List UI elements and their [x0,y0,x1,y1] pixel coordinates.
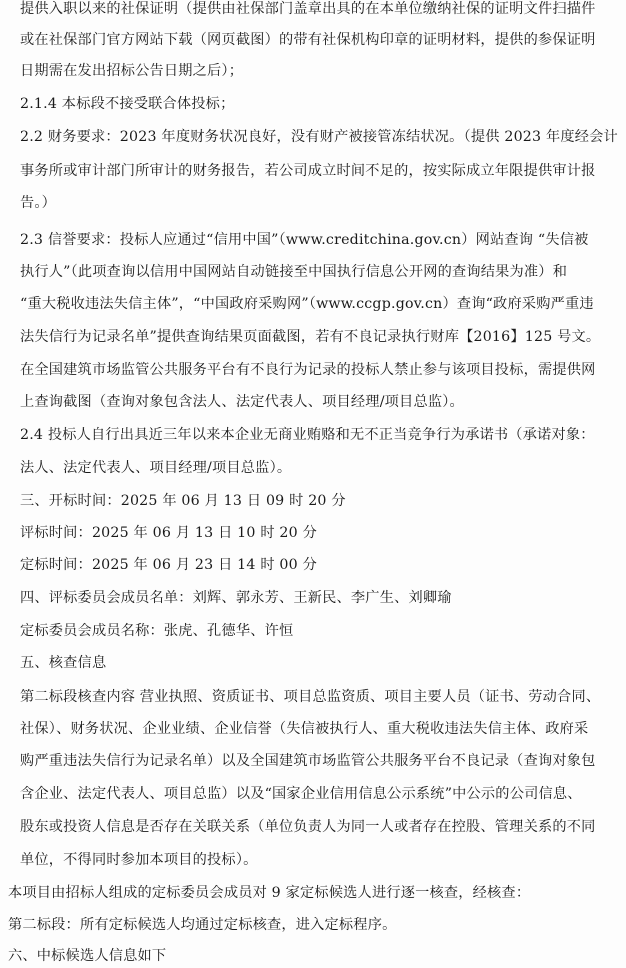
text-line-15: 法人、法定代表人、项目经理/项目总监）。 [20,460,292,476]
text-line-9: 执行人”（此项查询以信用中国网站自动链接至中国执行信息公开网的查询结果为准）和 [20,264,568,280]
text-line-21: 五、核查信息 [20,655,107,671]
text-line-2: 或在社保部门官方网站下载（网页截图）的带有社保机构印章的证明材料，提供的参保证明 [20,32,596,48]
text-line-22: 第二标段核查内容 营业执照、资质证书、项目总监资质、项目主要人员（证书、劳动合同、 [20,689,601,705]
text-line-30: 六、中标候选人信息如下 [8,948,167,964]
text-line-23: 社保）、财务状况、企业业绩、企业信誉（失信被执行人、重大税收违法失信主体、政府采 [20,721,589,737]
text-line-1: 提供入职以来的社保证明（提供由社保部门盖章出具的在本单位缴纳社保的证明文件扫描件 [20,1,596,17]
text-line-6: 事务所或审计部门所审计的财务报告，若公司成立时间不足的，按实际成立年限提供审计报 [20,163,596,179]
text-line-12: 在全国建筑市场监管公共服务平台有不良行为记录的投标人禁止参与该项目投标，需提供网 [20,362,596,378]
text-line-19: 四、评标委员会成员名单：刘辉、郭永芳、王新民、李广生、刘卿瑜 [20,590,452,606]
text-line-26: 股东或投资人信息是否存在关联关系（单位负责人为同一人或者存在控股、管理关系的不同 [20,819,596,835]
text-line-17: 评标时间：2025 年 06 月 13 日 10 时 20 分 [20,525,317,541]
text-line-8: 2.3 信誉要求：投标人应通过“信用中国”（www.creditchina.gov.cn）网站查询 “失信被 [20,232,589,248]
text-line-4: 2.1.4 本标段不接受联合体投标； [20,96,235,112]
text-line-24: 购严重违法失信行为记录名单）以及全国建筑市场监管公共服务平台不良记录（查询对象包 [20,753,596,769]
text-line-10: “重大税收违法失信主体”，“中国政府采购网”（www.ccgp.gov.cn）查询“政府采购严重违 [20,296,594,312]
text-line-16: 三、开标时间：2025 年 06 月 13 日 09 时 20 分 [20,493,346,509]
text-line-20: 定标委员会成员名称：张虎、孔德华、许恒 [20,623,294,639]
text-line-14: 2.4 投标人自行出具近三年以来本企业无商业贿赂和无不正当竞争行为承诺书（承诺对象： [20,427,595,443]
text-line-25: 含企业、法定代表人、项目总监）以及“国家企业信用信息公示系统”中公示的公司信息、 [20,786,582,802]
text-line-7: 告。） [20,195,57,211]
text-line-18: 定标时间：2025 年 06 月 23 日 14 时 00 分 [20,557,317,573]
text-line-28: 本项目由招标人组成的定标委员会成员对 9 家定标候选人进行逐一核查，经核查： [8,885,531,901]
text-line-11: 法失信行为记录名单”提供查询结果页面截图，若有不良记录执行财库【2016】125 号文。 [20,329,601,345]
text-line-3: 日期需在发出招标公告日期之后）； [20,63,244,79]
text-line-29: 第二标段：所有定标候选人均通过定标核查，进入定标程序。 [8,917,397,933]
text-line-27: 单位，不得同时参加本项目的投标）。 [20,852,258,868]
text-line-5: 2.2 财务要求：2023 年度财务状况良好，没有财产被接管冻结状况。（提供 2023 年度经会计 [20,129,618,145]
text-line-13: 上查询截图（查询对象包含法人、法定代表人、项目经理/项目总监）。 [20,394,464,410]
